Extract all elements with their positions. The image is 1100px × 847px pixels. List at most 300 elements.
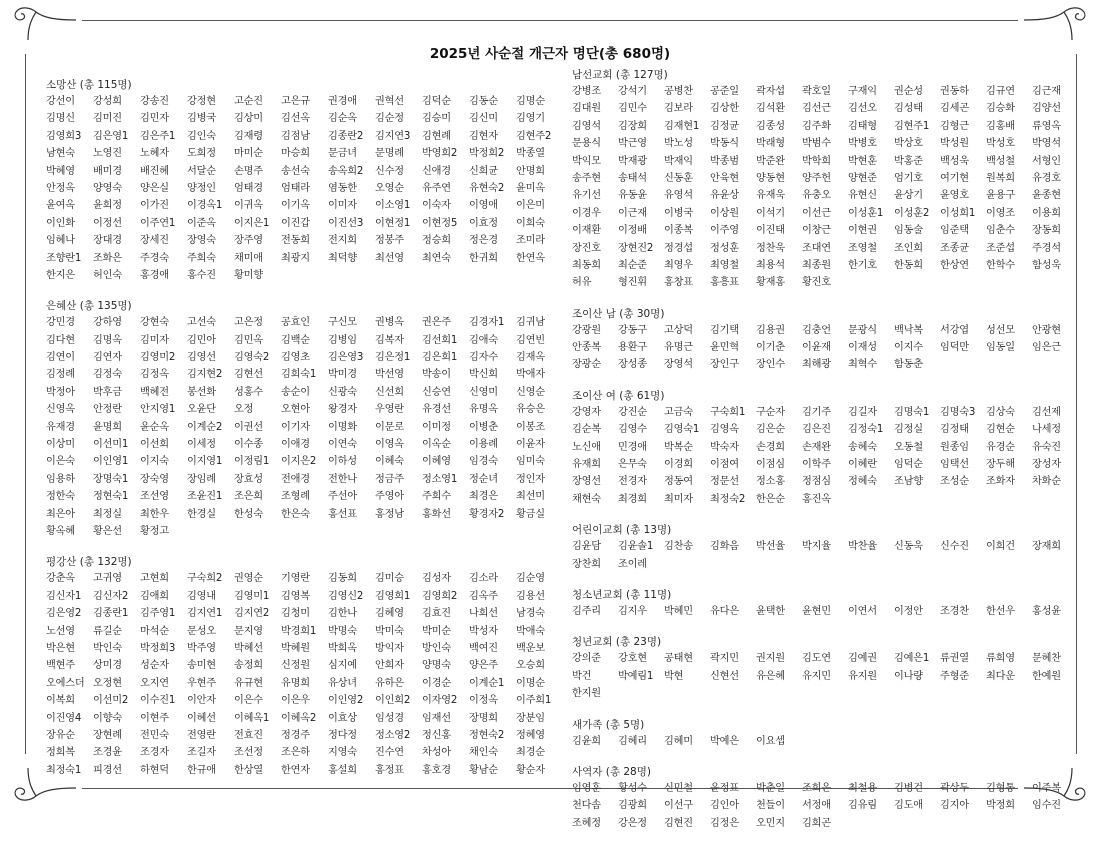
attendee-name: 한학수 — [986, 259, 1015, 271]
attendee-name: 강송진 — [140, 96, 169, 107]
attendee-name: 이정림1 — [234, 456, 270, 468]
attendee-name: 양동현 — [756, 172, 785, 184]
attendee-name: 김예권 — [848, 653, 877, 665]
attendee-name: 박학희 — [802, 155, 831, 167]
attendee-name: 이점심 — [756, 459, 785, 471]
attendee-name: 김도연 — [802, 653, 831, 665]
attendee-name: 김연이 — [46, 352, 75, 364]
attendee-name: 조혜정 — [572, 817, 601, 829]
attendee-name: 이귀옥 — [234, 200, 263, 212]
attendee-name: 김성자 — [422, 573, 451, 585]
attendee-name: 용환구 — [618, 342, 647, 354]
attendee-name: 강광원 — [572, 324, 601, 336]
attendee-name: 심지예 — [328, 660, 357, 672]
attendee-name: 박혜선 — [234, 642, 263, 654]
attendee-name: 이은숙 — [46, 456, 75, 468]
attendee-name: 오윤단 — [187, 404, 216, 416]
name-list — [46, 93, 564, 284]
attendee-name: 김재옥 — [516, 352, 545, 364]
attendee-name: 김영미2 — [140, 352, 176, 364]
attendee-name: 노신애 — [572, 441, 601, 453]
attendee-name: 유윤상 — [710, 190, 739, 202]
attendee-name: 마석순 — [140, 625, 169, 637]
attendee-name: 김미진 — [93, 113, 122, 125]
attendee-name: 박경희1 — [281, 625, 317, 637]
attendee-name: 송주현 — [572, 172, 601, 184]
attendee-name: 박현훈 — [848, 155, 877, 167]
attendee-name: 천다솜 — [572, 800, 601, 812]
name-list — [572, 733, 1082, 750]
attendee-name: 한성숙 — [234, 508, 263, 520]
attendee-name: 권지원 — [756, 653, 785, 665]
attendee-name: 장광순 — [572, 359, 601, 371]
attendee-name: 이재성 — [848, 342, 877, 354]
attendee-name: 조선정 — [234, 747, 263, 759]
attendee-name: 박준완 — [756, 155, 785, 167]
attendee-name: 임혜나 — [46, 235, 75, 247]
attendee-name: 이명화 — [328, 421, 357, 433]
attendee-name: 오현아 — [281, 404, 310, 416]
attendee-name: 이선희 — [140, 439, 169, 451]
attendee-name: 김용권 — [756, 324, 785, 336]
attendee-name: 이성훈1 — [848, 207, 884, 219]
attendee-name: 조경자 — [140, 747, 169, 759]
attendee-name: 유재경 — [46, 421, 75, 433]
attendee-name: 한상연 — [940, 259, 969, 271]
attendee-name: 김정숙 — [93, 369, 122, 381]
attendee-name: 장성자 — [1032, 459, 1061, 471]
attendee-name: 류길순 — [93, 625, 122, 637]
attendee-name: 이창근 — [802, 225, 831, 237]
attendee-name: 김주화 — [802, 120, 831, 132]
attendee-name: 홍정표 — [375, 764, 404, 776]
attendee-name: 김경자1 — [469, 317, 505, 329]
attendee-name: 김장희 — [618, 120, 647, 132]
attendee-name: 이봉조 — [516, 421, 545, 433]
attendee-name: 이혜옥2 — [281, 712, 317, 724]
attendee-name: 손경희 — [756, 441, 785, 453]
attendee-name: 박재광 — [618, 155, 647, 167]
attendee-name: 이정옥 — [469, 695, 498, 707]
attendee-name: 장현진2 — [618, 242, 654, 254]
attendee-name: 김인숙 — [187, 130, 216, 142]
attendee-name: 박미숙 — [375, 625, 404, 637]
attendee-name: 한연자 — [281, 764, 310, 776]
attendee-name: 은무숙 — [618, 459, 647, 471]
attendee-name: 장성종 — [618, 359, 647, 371]
attendee-name: 장현례 — [93, 729, 122, 741]
attendee-name: 조남향 — [894, 476, 923, 488]
attendee-name: 김순복 — [572, 424, 601, 436]
attendee-name: 성순자 — [140, 660, 169, 672]
attendee-name: 조대연 — [802, 242, 831, 254]
attendee-name: 김종란1 — [93, 608, 129, 620]
top-right-flourish-icon — [1024, 4, 1094, 44]
attendee-name: 장숙영 — [140, 473, 169, 485]
attendee-name: 홍설희 — [328, 764, 357, 776]
name-list — [572, 603, 1082, 620]
attendee-name: 송옥희2 — [328, 165, 364, 177]
attendee-name: 박정아 — [46, 386, 75, 398]
attendee-name: 장영석 — [664, 359, 693, 371]
attendee-name: 황진호 — [802, 277, 831, 289]
attendee-name: 김현순 — [986, 424, 1015, 436]
attendee-name: 주경석 — [1032, 242, 1061, 254]
attendee-name: 이혜영 — [422, 456, 451, 468]
attendee-name: 김은영3 — [328, 352, 364, 364]
attendee-name: 박춘일 — [756, 782, 785, 794]
attendee-name: 김상한 — [710, 103, 739, 115]
attendee-name: 최철용 — [848, 782, 877, 794]
attendee-name: 노선영 — [46, 625, 75, 637]
attendee-name: 김미승 — [375, 573, 404, 585]
attendee-name: 홍흥표 — [710, 277, 739, 289]
attendee-name: 김재령 — [234, 130, 263, 142]
attendee-name: 유경순 — [986, 441, 1015, 453]
attendee-name: 최종원 — [802, 259, 831, 271]
attendee-name: 권병옥 — [375, 317, 404, 329]
attendee-name: 박은현 — [46, 642, 75, 654]
attendee-name: 박예림1 — [618, 670, 654, 682]
attendee-name: 황재홍 — [756, 277, 785, 289]
attendee-name: 김지현2 — [187, 369, 223, 381]
attendee-name: 김형근 — [940, 120, 969, 132]
attendee-name: 유숙진 — [1032, 441, 1061, 453]
attendee-name: 박범수 — [802, 138, 831, 150]
attendee-name: 이진태 — [756, 225, 785, 237]
attendee-name: 채현숙 — [572, 493, 601, 505]
attendee-name: 이주복 — [1032, 782, 1061, 794]
attendee-name: 강선이 — [46, 96, 75, 107]
attendee-name: 권은주 — [422, 317, 451, 329]
attendee-name: 조경찬 — [940, 605, 969, 617]
attendee-name: 김길자 — [848, 406, 877, 418]
attendee-name: 한규애 — [187, 764, 216, 776]
attendee-name: 김기택 — [710, 324, 739, 336]
attendee-name: 이나량 — [894, 670, 923, 682]
attendee-name: 조성순 — [940, 476, 969, 488]
attendee-name: 장영숙 — [187, 235, 216, 247]
attendee-name: 박영희2 — [422, 148, 458, 160]
attendee-name: 조화자 — [986, 476, 1015, 488]
attendee-name: 조길자 — [187, 747, 216, 759]
attendee-name: 김지우 — [618, 605, 647, 617]
attendee-name: 함성욱 — [1032, 259, 1061, 271]
attendee-name: 정경섭 — [664, 242, 693, 254]
attendee-name: 조준섭 — [986, 242, 1015, 254]
attendee-name: 최연숙 — [422, 252, 451, 264]
attendee-name: 이성훈2 — [894, 207, 930, 219]
attendee-name: 전효진 — [234, 729, 263, 741]
attendee-name: 정소영2 — [375, 729, 411, 741]
attendee-name: 김한나 — [328, 608, 357, 620]
attendee-name: 고순진 — [234, 96, 263, 107]
attendee-name: 김애희 — [140, 590, 169, 602]
attendee-name: 강춘옥 — [46, 573, 75, 585]
attendee-name: 황미향 — [234, 269, 263, 281]
attendee-name: 정은경 — [469, 235, 498, 247]
attendee-name: 김세곤 — [940, 103, 969, 115]
attendee-name: 김복자 — [375, 334, 404, 346]
attendee-name: 임용하 — [46, 473, 75, 485]
attendee-name: 곽지민 — [710, 653, 739, 665]
attendee-name: 김애숙 — [469, 334, 498, 346]
attendee-name: 이소영1 — [375, 200, 411, 212]
attendee-name: 이영애 — [469, 200, 498, 212]
attendee-name: 이주희1 — [516, 695, 552, 707]
attendee-name: 류희영 — [986, 653, 1015, 665]
attendee-name: 권경애 — [328, 96, 357, 107]
attendee-name: 최경은 — [469, 491, 498, 503]
attendee-name: 김지아 — [940, 800, 969, 812]
attendee-name: 조윤진1 — [187, 491, 223, 503]
attendee-name: 이종복 — [664, 225, 693, 237]
attendee-name: 김상미 — [234, 113, 263, 125]
attendee-name: 이주연1 — [140, 217, 176, 229]
attendee-name: 서정애 — [802, 800, 831, 812]
attendee-name: 정신홍 — [422, 729, 451, 741]
attendee-name: 천들이 — [756, 800, 785, 812]
page-title: 2025년 사순절 개근자 명단(총 680명) — [429, 46, 671, 62]
attendee-name: 전한나 — [328, 473, 357, 485]
attendee-name: 홍성윤 — [1032, 605, 1061, 617]
attendee-name: 유명옥 — [469, 404, 498, 416]
attendee-name: 김정균 — [710, 120, 739, 132]
attendee-name: 신수진 — [940, 541, 969, 553]
attendee-name: 한귀희 — [469, 252, 498, 264]
attendee-name: 강은정 — [618, 817, 647, 829]
attendee-name: 이현정1 — [375, 217, 411, 229]
attendee-name: 이성희1 — [940, 207, 976, 219]
attendee-name: 공병찬 — [664, 86, 693, 97]
attendee-name: 문광식 — [848, 324, 877, 336]
attendee-name: 신영옥 — [46, 404, 75, 416]
attendee-name: 박영석 — [1032, 138, 1061, 150]
attendee-name: 임택선 — [940, 459, 969, 471]
attendee-name: 안명희 — [516, 165, 545, 177]
attendee-name: 곽자섭 — [756, 86, 785, 97]
attendee-name: 조향란1 — [46, 252, 82, 264]
section-title: 어린이교회 (총 13명) — [572, 524, 672, 537]
attendee-name: 김대원 — [572, 103, 601, 115]
name-list — [572, 650, 1082, 702]
attendee-name: 원복희 — [986, 172, 1015, 184]
attendee-name: 나세정 — [1032, 424, 1061, 436]
attendee-name: 신동훈 — [664, 172, 693, 184]
attendee-name: 김양선 — [1032, 103, 1061, 115]
attendee-name: 송태석 — [618, 172, 647, 184]
name-list — [572, 780, 1082, 832]
attendee-name: 권혁선 — [375, 96, 404, 107]
attendee-name: 송선숙 — [281, 165, 310, 177]
attendee-name: 형진휘 — [618, 277, 647, 289]
attendee-name: 장두해 — [986, 459, 1015, 471]
attendee-name: 봉선화 — [187, 386, 216, 398]
attendee-name: 장명숙1 — [93, 473, 129, 485]
attendee-name: 송순이 — [281, 386, 310, 398]
attendee-name: 이연숙 — [328, 439, 357, 451]
attendee-name: 최해광 — [802, 359, 831, 371]
attendee-name: 백여진 — [469, 642, 498, 654]
attendee-name: 이혜란 — [848, 459, 877, 471]
attendee-name: 이인화 — [46, 217, 75, 229]
attendee-name: 여기현 — [940, 172, 969, 184]
attendee-name: 박지율 — [802, 541, 831, 553]
attendee-name: 김혜영 — [375, 608, 404, 620]
attendee-name: 전영란 — [187, 729, 216, 741]
attendee-name: 윤택한 — [756, 605, 785, 617]
attendee-name: 이애경 — [281, 439, 310, 451]
attendee-name: 정금주 — [375, 473, 404, 485]
attendee-name: 김효진 — [422, 608, 451, 620]
attendee-name: 이권선 — [234, 421, 263, 433]
attendee-name: 피경선 — [93, 764, 122, 776]
attendee-name: 김점남 — [281, 130, 310, 142]
attendee-name: 장명희 — [469, 712, 498, 724]
attendee-name: 유주연 — [422, 182, 451, 194]
attendee-name: 황금실 — [516, 508, 545, 520]
right-column — [572, 68, 1082, 847]
attendee-name: 홍창표 — [664, 277, 693, 289]
attendee-name: 김정례 — [46, 369, 75, 381]
attendee-name: 장찬희 — [572, 558, 601, 570]
attendee-name: 이경우 — [572, 207, 601, 219]
attendee-name: 류권열 — [940, 653, 969, 665]
attendee-name: 주선아 — [328, 491, 357, 503]
attendee-name: 황경자2 — [469, 508, 505, 520]
attendee-name: 이은수 — [234, 695, 263, 707]
attendee-name: 신애경 — [422, 165, 451, 177]
attendee-name: 김선옥 — [281, 113, 310, 125]
section-title: 조이산 여 (총 61명) — [572, 389, 665, 402]
attendee-name: 하현덕 — [140, 764, 169, 776]
attendee-name: 이희건 — [986, 541, 1015, 553]
attendee-name: 곽상두 — [940, 782, 969, 794]
attendee-name: 김기주 — [802, 406, 831, 418]
attendee-name: 정승희 — [422, 235, 451, 247]
attendee-name: 성홍수 — [234, 386, 263, 398]
attendee-name: 김연자 — [93, 352, 122, 364]
attendee-name: 함동춘 — [894, 359, 923, 371]
attendee-name: 조이레 — [618, 558, 647, 570]
attendee-name: 이윤재 — [802, 342, 831, 354]
attendee-name: 최다운 — [986, 670, 1015, 682]
section-title: 새가족 (총 5명) — [572, 718, 645, 731]
attendee-name: 김병임 — [328, 334, 357, 346]
attendee-name: 김은주1 — [140, 130, 176, 142]
section-title: 청년교회 (총 23명) — [572, 636, 662, 649]
attendee-name: 최동희 — [572, 259, 601, 271]
attendee-name: 김명신 — [46, 113, 75, 125]
attendee-name: 장재희 — [1032, 541, 1061, 553]
attendee-name: 박주영 — [187, 642, 216, 654]
attendee-name: 황옥혜 — [46, 525, 75, 537]
attendee-name: 장인수 — [756, 359, 785, 371]
attendee-name: 김명옥 — [93, 334, 122, 346]
attendee-name: 박혜원 — [281, 642, 310, 654]
attendee-name: 이용례 — [469, 439, 498, 451]
attendee-name: 이자영2 — [422, 695, 458, 707]
attendee-name: 박미순 — [422, 625, 451, 637]
attendee-name: 김윤희 — [572, 735, 601, 747]
section-young-adult-church — [572, 635, 1082, 702]
attendee-name: 구순자 — [756, 406, 785, 418]
attendee-name: 김은진 — [802, 424, 831, 436]
attendee-name: 황정고 — [140, 525, 169, 537]
attendee-name: 이혜선 — [187, 712, 216, 724]
attendee-name: 이진영4 — [46, 712, 82, 724]
attendee-name: 임성경 — [375, 712, 404, 724]
attendee-name: 유규현 — [234, 677, 263, 689]
attendee-name: 김옥주 — [469, 590, 498, 602]
frame-top-line — [82, 20, 1018, 21]
attendee-name: 김미자 — [140, 334, 169, 346]
attendee-name: 한동희 — [894, 259, 923, 271]
attendee-name: 김영기 — [516, 113, 545, 125]
attendee-name: 강병조 — [572, 86, 601, 97]
attendee-name: 정순녀 — [469, 473, 498, 485]
attendee-name: 박선율 — [756, 541, 785, 553]
attendee-name: 김종성 — [756, 120, 785, 132]
attendee-name: 이학주 — [802, 459, 831, 471]
attendee-name: 김신자1 — [46, 590, 82, 602]
attendee-name: 백성욱 — [940, 155, 969, 167]
attendee-name: 김명숙3 — [940, 406, 976, 418]
attendee-name: 김민옥 — [234, 334, 263, 346]
attendee-name: 양현준 — [848, 172, 877, 184]
attendee-name: 박애자 — [516, 369, 545, 381]
attendee-name: 임춘수 — [986, 225, 1015, 237]
attendee-name: 최정숙1 — [46, 764, 82, 776]
attendee-name: 한지은 — [46, 269, 75, 281]
attendee-name: 박건 — [572, 670, 592, 682]
attendee-name: 김윤담 — [572, 541, 601, 553]
attendee-name: 박병호 — [848, 138, 877, 150]
attendee-name: 신현선 — [710, 670, 739, 682]
attendee-name: 박노성 — [664, 138, 693, 150]
attendee-name: 안종복 — [572, 342, 601, 354]
attendee-name: 상미경 — [93, 660, 122, 672]
section-title: 은혜산 (총 135명) — [46, 300, 132, 313]
attendee-name: 최영철 — [710, 259, 739, 271]
attendee-name: 장효성 — [234, 473, 263, 485]
attendee-name: 이선미1 — [93, 439, 129, 451]
attendee-name: 권동하 — [940, 86, 969, 97]
attendee-name: 정다정 — [328, 729, 357, 741]
attendee-name: 이인영2 — [328, 695, 364, 707]
attendee-name: 김현선 — [234, 369, 263, 381]
attendee-name: 윤희정 — [93, 200, 122, 212]
attendee-name: 유경선 — [422, 404, 451, 416]
attendee-name: 박동식 — [710, 138, 739, 150]
attendee-name: 최은아 — [46, 508, 75, 520]
attendee-name: 나희선 — [469, 608, 498, 620]
attendee-name: 이수종 — [234, 439, 263, 451]
attendee-name: 윤상기 — [894, 190, 923, 202]
attendee-name: 장세진 — [140, 235, 169, 247]
attendee-name: 김현주2 — [516, 130, 552, 142]
attendee-name: 김인아 — [710, 800, 739, 812]
attendee-name: 한상열 — [234, 764, 263, 776]
attendee-name: 염동한 — [328, 182, 357, 194]
attendee-name: 강석기 — [618, 86, 647, 97]
attendee-name: 송미현 — [187, 660, 216, 672]
attendee-name: 강하영 — [93, 317, 122, 329]
attendee-name: 강호현 — [618, 653, 647, 665]
attendee-name: 이재환 — [572, 225, 601, 237]
name-list — [572, 404, 1082, 508]
attendee-name: 임은근 — [1032, 342, 1061, 354]
